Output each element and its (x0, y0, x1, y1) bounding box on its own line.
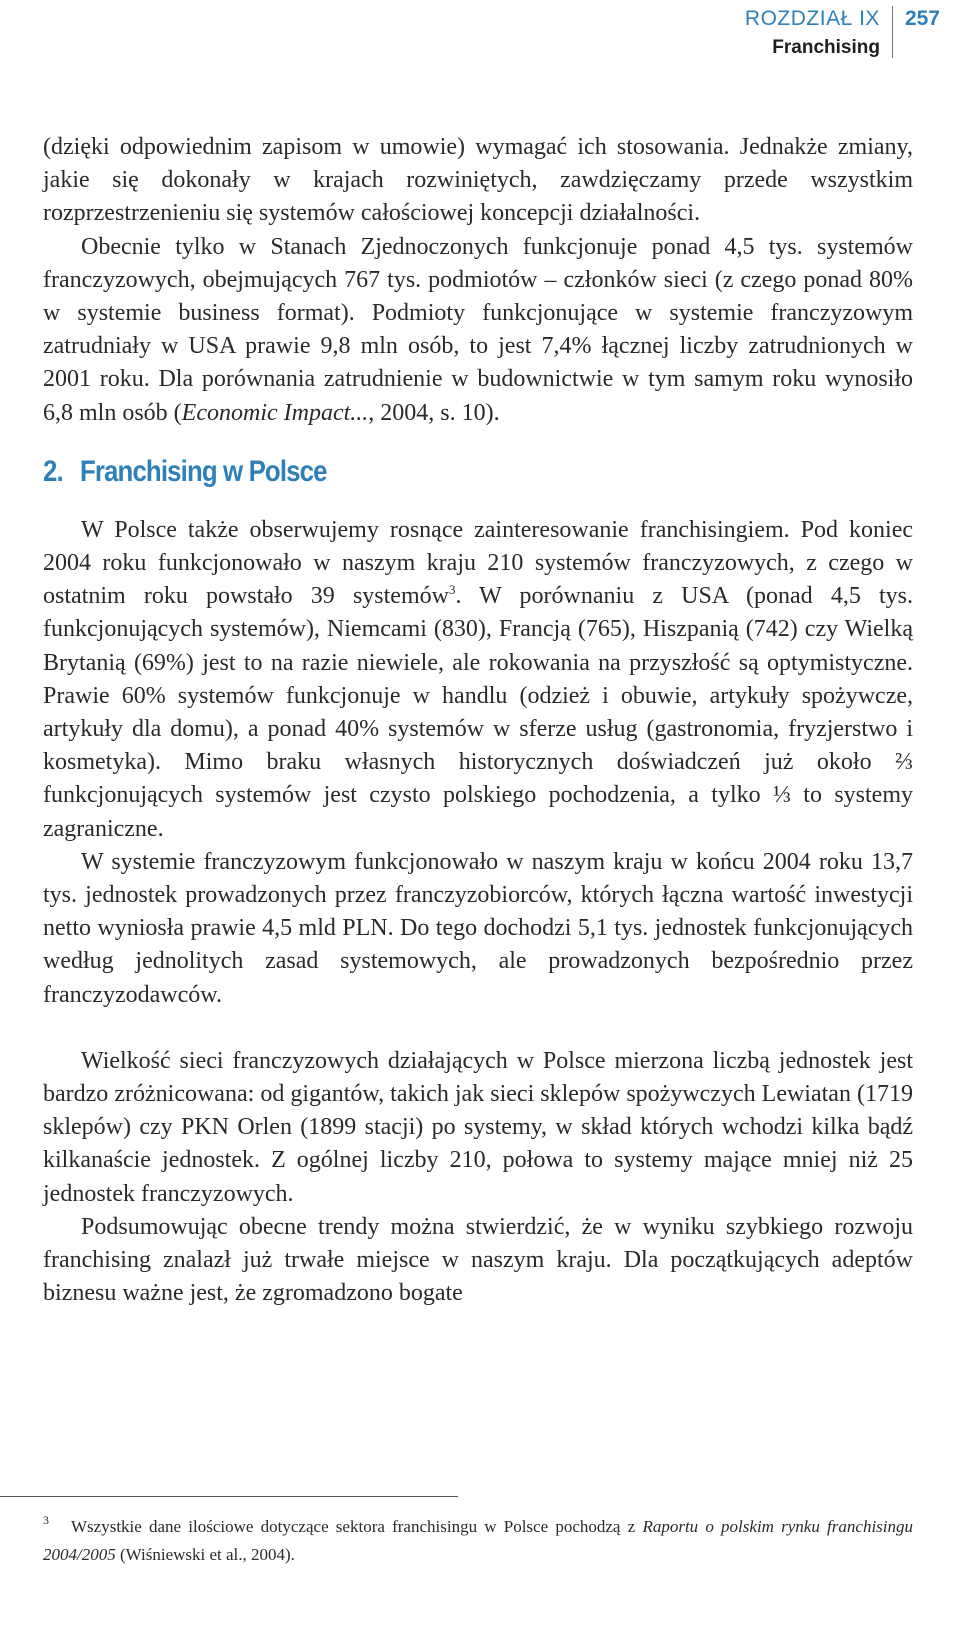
body-text (43, 131, 913, 1311)
footnote (43, 1513, 913, 1569)
running-head-text (745, 6, 892, 60)
page-number: 257 (904, 7, 940, 30)
chapter-label: ROZDZIAŁ IX (744, 7, 880, 30)
section-title: Franchising w Polsce (79, 454, 327, 488)
footnote-marker: 3 (43, 1513, 49, 1527)
paragraph-6: Podsumowując obecne trendy można stwierdzić, że w wyniku szybkiego rozwoju franchising znalazł już trwałe miejsce w naszym kraju. Dla początkujących adeptów biznesu ważne jest, że zgromadzono bogate (43, 1213, 913, 1307)
paragraph-5: Wielkość sieci franczyzowych działających w Polsce mierzona liczbą jednostek jest bardzo zróżnicowana: od gigantów, takich jak sieci sklepów spożywczych Lewiatan (1719 sklepów) czy PKN Orlen (1899 stacji) po systemy, w skład których wchodzi kilka bądź kilkanaście jednostek. Z ogólnej liczby 210, połowa to systemy mające mniej niż 25 jednostek franczyzowych. (43, 1047, 913, 1207)
paragraph-2-text-b: , 2004, s. 10). (368, 399, 500, 426)
section-number: 2. (43, 454, 63, 488)
footnote-text-a: Wszystkie dane ilościowe dotyczące sektora franchisingu w Polsce pochodzą z (71, 1517, 643, 1536)
chapter-title: Franchising (772, 37, 880, 58)
paragraph-1: (dzięki odpowiednim zapisom w umowie) wymagać ich stosowania. Jednakże zmiany, jakie się dokonały w krajach rozwiniętych, zawdzięczamy przede wszystkim rozprzestrzenieniu się systemów całościowej koncepcji działalności. (43, 134, 913, 227)
paragraph-3-text-b: . W porównaniu z USA (ponad 4,5 tys. funkcjonujących systemów), Niemcami (830), Francją (765), Hiszpanią (742) czy Wielką Brytanią (69%) jest to na razie niewiele, ale rokowania na przyszłość są optymistyczne. Prawie 60% systemów funkcjonuje w handlu (odzież i obuwie, artykuły spożywcze, artykuły dla domu), a ponad 40% systemów w sferze usług (gastronomia, fryzjerstwo i kosmetyka). Mimo braku własnych historycznych doświadczeń już około ⅔ funkcjonujących systemów jest czysto polskiego pochodzenia, a tylko ⅓ to systemy zagraniczne. (43, 583, 913, 842)
citation-title: Economic Impact... (181, 399, 369, 426)
footnote-source-title: Raportu o polskim rynku franchisingu 2004/2005 (43, 1517, 914, 1564)
paragraph-3-text-a: W Polsce także obserwujemy rosnące zainteresowanie franchisingiem. Pod koniec 2004 roku funkcjonowało w naszym kraju 210 systemów franczyzowych, z czego w ostatnim roku powstało 39 systemów (43, 516, 913, 610)
footnote-text-b: (Wiśniewski et al., 2004). (115, 1545, 295, 1564)
paragraph-2 (43, 231, 913, 430)
footnote-reference[interactable]: 3 (448, 582, 456, 598)
section-heading (43, 452, 791, 492)
paragraph-2-text-a: Obecnie tylko w Stanach Zjednoczonych funkcjonuje ponad 4,5 tys. systemów franczyzowych, obejmujących 767 tys. podmiotów – członków sieci (z czego ponad 80% w systemie business format). Podmioty funkcjonujące w systemie franczyzowym zatrudniały w USA prawie 9,8 mln osób, to jest 7,4% łącznej liczby zatrudnionych w 2001 roku. Dla porównania zatrudnienie w budownictwie w tym samym roku wynosiło 6,8 mln osób ( (43, 233, 913, 426)
paragraph-3 (43, 514, 913, 846)
paragraph-4: W systemie franczyzowym funkcjonowało w naszym kraju w końcu 2004 roku 13,7 tys. jednostek prowadzonych przez franczyzobiorców, których łączna wartość inwestycji netto wyniosła prawie 4,5 mld PLN. Do tego dochodzi 5,1 tys. jednostek funkcjonujących według jednolitych zasad systemowych, ale prowadzonych bezpośrednio przez franczyzodawców. (43, 848, 913, 1008)
footnote-rule (0, 1496, 458, 1497)
running-head (745, 6, 940, 60)
